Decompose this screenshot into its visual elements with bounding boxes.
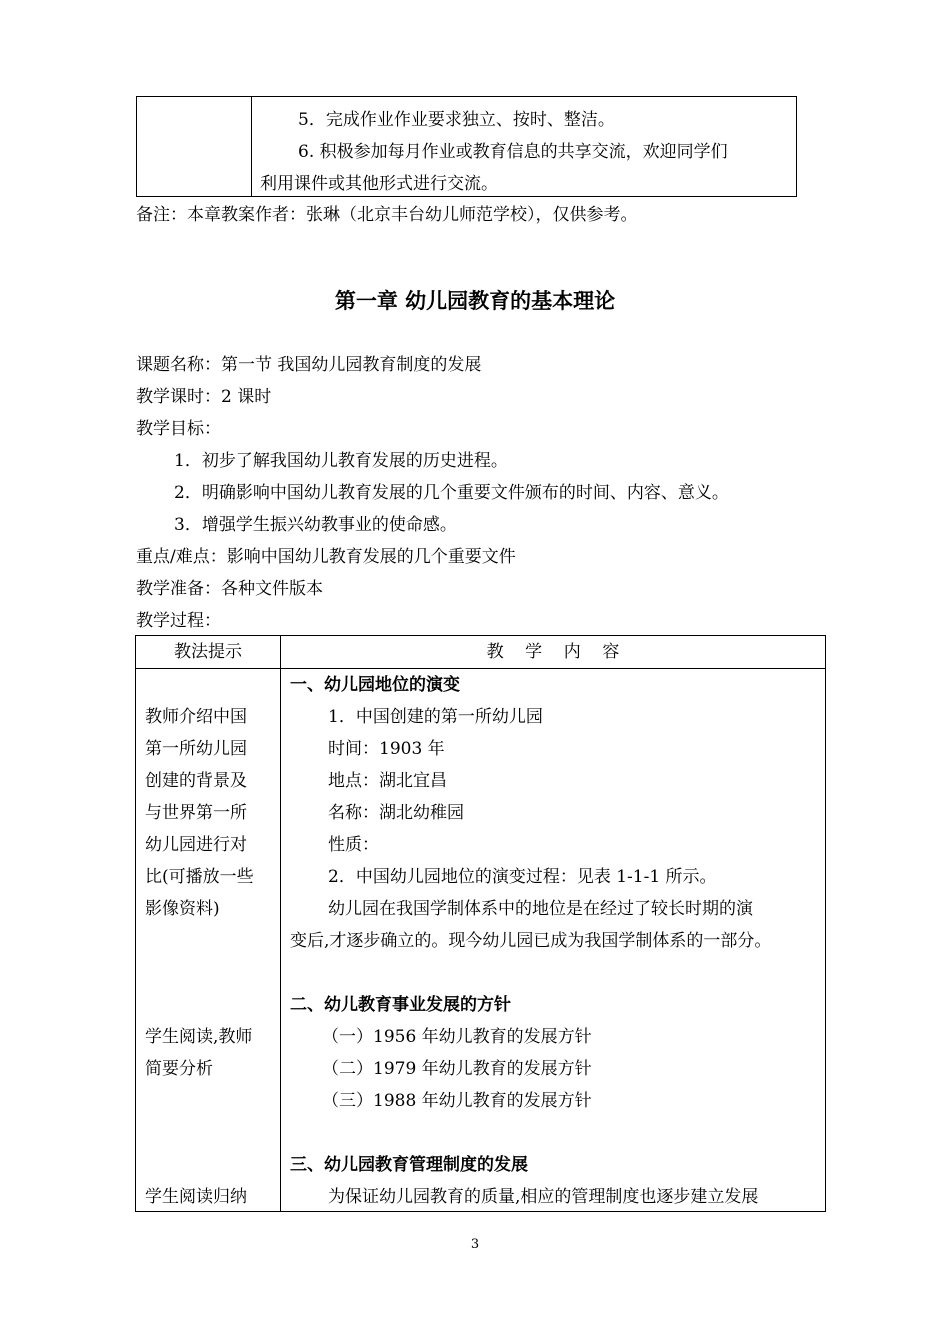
page-number: 3 [470,1237,480,1252]
method-note: 第一所幼儿园 [145,739,247,759]
requirement-line: 6. 积极参加每月作业或教育信息的共享交流，欢迎同学们 [298,142,728,162]
author-note: 备注：本章教案作者：张琳（北京丰台幼儿师范学校），仅供参考。 [136,205,638,225]
content-line: （一）1956 年幼儿教育的发展方针 [322,1027,592,1047]
preparation: 教学准备：各种文件版本 [136,579,323,599]
objective-item: 3．增强学生振兴幼教事业的使命感。 [174,515,457,535]
method-note: 比(可播放一些 [145,867,254,887]
header-teaching-content: 教 学 内 容 [486,642,620,662]
section-heading: 一、幼儿园地位的演变 [290,675,460,695]
key-points: 重点/难点：影响中国幼儿教育发展的几个重要文件 [136,547,516,567]
content-line: （二）1979 年幼儿教育的发展方针 [322,1059,592,1079]
method-note: 学生阅读,教师 [145,1027,253,1047]
objective-item: 1．初步了解我国幼儿教育发展的历史进程。 [174,451,508,471]
content-line: 时间：1903 年 [328,739,445,759]
requirement-line: 利用课件或其他形式进行交流。 [260,174,498,194]
chapter-title: 第一章 幼儿园教育的基本理论 [334,289,616,313]
section-heading: 三、幼儿园教育管理制度的发展 [290,1155,528,1175]
method-note: 影像资料) [145,899,220,919]
table-header-divider [136,668,825,669]
content-line: （三）1988 年幼儿教育的发展方针 [322,1091,592,1111]
content-line: 为保证幼儿园教育的质量,相应的管理制度也逐步建立发展 [328,1187,759,1207]
content-line: 变后,才逐步确立的。现今幼儿园已成为我国学制体系的一部分。 [290,931,772,951]
method-note: 学生阅读归纳 [145,1187,247,1207]
method-note: 创建的背景及 [145,771,247,791]
content-line: 名称：湖北幼稚园 [328,803,464,823]
table-column-divider [280,636,281,1211]
content-line: 幼儿园在我国学制体系中的地位是在经过了较长时期的演 [328,899,753,919]
lesson-hours: 教学课时：2 课时 [136,387,272,407]
lesson-topic: 课题名称：第一节 我国幼儿园教育制度的发展 [136,355,482,375]
table-column-divider [251,97,252,196]
content-line: 性质： [328,835,379,855]
section-heading: 二、幼儿教育事业发展的方针 [290,995,511,1015]
content-line: 1．中国创建的第一所幼儿园 [328,707,543,727]
method-note: 与世界第一所 [145,803,247,823]
header-method-hints: 教法提示 [174,642,242,662]
content-line: 2．中国幼儿园地位的演变过程：见表 1-1-1 所示。 [328,867,717,887]
method-note: 教师介绍中国 [145,707,247,727]
method-note: 简要分析 [145,1059,213,1079]
objectives-label: 教学目标： [136,419,221,439]
process-label: 教学过程： [136,611,221,631]
objective-item: 2．明确影响中国幼儿教育发展的几个重要文件颁布的时间、内容、意义。 [174,483,729,503]
requirement-line: 5．完成作业作业要求独立、按时、整洁。 [298,110,615,130]
content-line: 地点：湖北宜昌 [328,771,447,791]
method-note: 幼儿园进行对 [145,835,247,855]
